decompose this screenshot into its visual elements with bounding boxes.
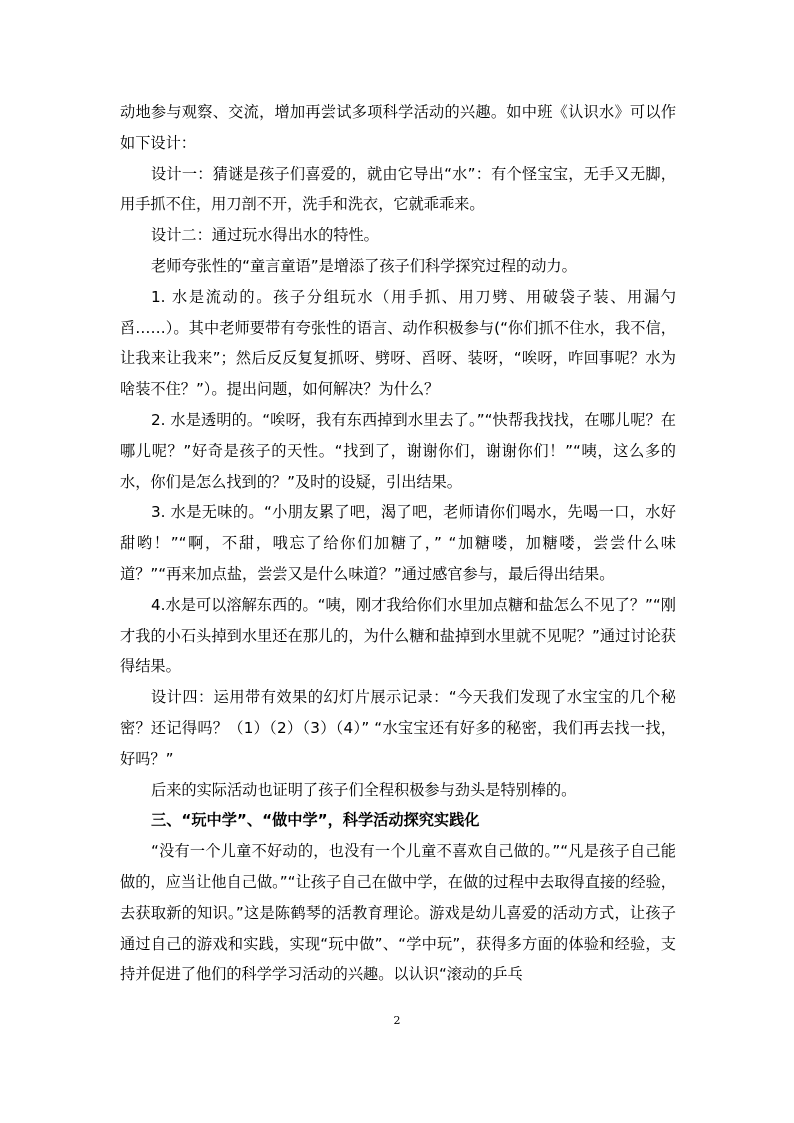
paragraph-design-four: 设计四：运用带有效果的幻灯片展示记录：“今天我们发现了水宝宝的几个秘密？还记得吗？（1）（2）（3）（4）” “水宝宝还有好多的秘密，我们再去找一找，好吗？” — [120, 688, 676, 768]
paragraph-learning-by-doing: “没有一个儿童不好动的，也没有一个儿童不喜欢自己做的。”“凡是孩子自己能做的，应当让他自己做。”“让孩子自己在做中学，在做的过程中去取得直接的经验，去获取新的知识。”这是陈鹤琴的活教育理论。游戏是幼儿喜爱的活动方式，让孩子通过自己的游戏和实践，实现“玩中做”、“学中玩”，获得多方面的体验和经验，支持并促进了他们的科学学习活动的兴趣。以认识“滚动的乒乓 — [120, 842, 676, 984]
paragraph-design-two: 设计二：通过玩水得出水的特性。 — [151, 226, 379, 245]
paragraph-water-flows: 1. 水是流动的。孩子分组玩水（用手抓、用刀劈、用破袋子装、用漏勺舀……）。其中老师要带有夸张性的语言、动作积极参与(“你们抓不住水，我不信，让我来让我来”；然后反反复复抓呀、劈呀、舀呀、装呀，“唉呀，咋回事呢？水为啥装不住？”）。提出问题，如何解决？为什么？ — [120, 287, 676, 399]
paragraph-design-one: 设计一：猜谜是孩子们喜爱的，就由它导出“水”：有个怪宝宝，无手又无脚，用手抓不住，用刀剖不开，洗手和洗衣，它就乖乖来。 — [120, 164, 676, 214]
paragraph-result: 后来的实际活动也证明了孩子们全程积极参与劲头是特别棒的。 — [151, 780, 577, 799]
paragraph-water-dissolves: 4.水是可以溶解东西的。“咦，刚才我给你们水里加点糖和盐怎么不见了？”“刚才我的小石头掉到水里还在那儿的，为什么糖和盐掉到水里就不见呢？”通过讨论获得结果。 — [120, 595, 676, 676]
paragraph-water-transparent: 2. 水是透明的。“唉呀，我有东西掉到水里去了。”“快帮我找找，在哪儿呢？在哪儿呢？”好奇是孩子的天性。“找到了，谢谢你们，谢谢你们！”“咦，这么多的水，你们是怎么找到的？”及时的设疑，引出结果。 — [120, 410, 676, 491]
section-heading: 三、“玩中学”、“做中学”，科学活动探究实践化 — [151, 811, 480, 830]
paragraph-teacher-language: 老师夸张性的“童言童语”是增添了孩子们科学探究过程的动力。 — [151, 256, 577, 275]
body-text — [120, 97, 676, 990]
paragraph-continuation: 动地参与观察、交流，增加再尝试多项科学活动的兴趣。如中班《认识水》可以作如下设计： — [120, 103, 676, 152]
paragraph-water-tasteless: 3. 水是无味的。“小朋友累了吧，渴了吧，老师请你们喝水，先喝一口，水好甜哟！”“啊，不甜，哦忘了给你们加糖了，” “加糖喽，加糖喽，尝尝什么味道？”“再来加点盐，尝尝又是什么味道？”通过感官参与，最后得出结果。 — [120, 503, 676, 583]
page-number: 2 — [393, 1014, 401, 1027]
